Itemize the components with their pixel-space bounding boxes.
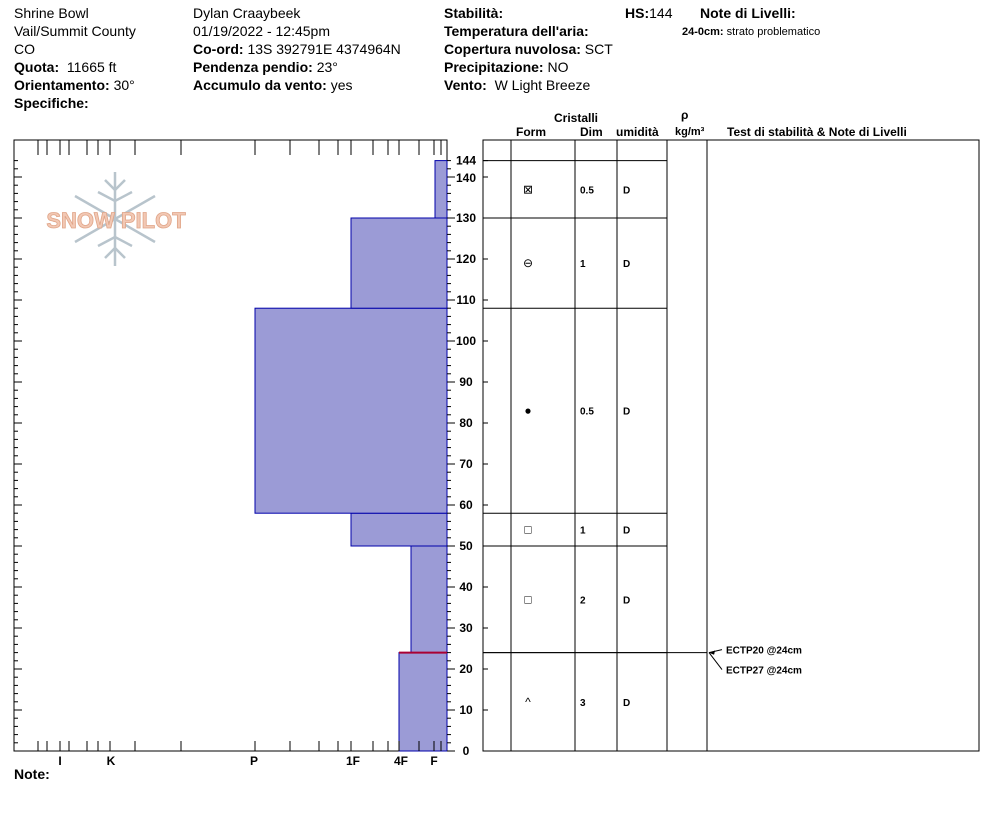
col-form-header: Form [516, 125, 546, 139]
hs-row [625, 4, 672, 22]
wind-loading-value: yes [330, 77, 353, 93]
grain-size: 1 [580, 525, 586, 537]
layer-note-depth: 24-0cm: [682, 26, 724, 38]
height-label-120: 120 [455, 252, 477, 266]
moisture-value: D [623, 406, 631, 418]
hardness-label-I: I [58, 754, 62, 768]
grain-form-icon: □ [524, 522, 532, 537]
notes-row [14, 765, 50, 783]
layer-bar-5 [435, 161, 447, 218]
stability-tests [709, 646, 802, 677]
hardness-label-4F: 4F [393, 754, 409, 768]
region-name: Vail/Summit County [14, 23, 136, 39]
height-label-10: 10 [459, 703, 473, 717]
hardness-label-1F: 1F [345, 754, 361, 768]
wind-loading-label: Accumulo da vento: [193, 77, 327, 93]
aspect-value: 30° [113, 77, 135, 93]
layers-group [255, 161, 447, 751]
specifics-label: Specifiche: [14, 95, 89, 111]
height-label-90: 90 [459, 375, 473, 389]
coord-value: 13S 392791E 4374964N [247, 41, 401, 57]
cloud-label: Copertura nuvolosa: [444, 41, 581, 57]
layer-note-text: strato problematico [726, 26, 821, 38]
height-label-144: 144 [455, 153, 477, 168]
state-name: CO [14, 41, 35, 57]
precip-row [444, 58, 613, 76]
observation-datetime: 01/19/2022 - 12:45pm [193, 23, 330, 39]
wind-row [444, 76, 613, 94]
height-label-110: 110 [456, 293, 476, 307]
precip-value: NO [547, 59, 569, 75]
height-label-30: 30 [459, 621, 473, 635]
table-frame [483, 140, 979, 751]
col-rho-header: ρ [681, 108, 689, 122]
arrow-icon [709, 651, 715, 655]
col-crystals-header: Cristalli [554, 111, 599, 125]
height-label-0: 0 [462, 744, 470, 758]
observer-name: Dylan Craaybeek [193, 5, 301, 21]
aspect-label: Orientamento: [14, 77, 110, 93]
specifics-row [14, 94, 136, 112]
header-weather-info [444, 4, 613, 94]
coord-label: Co-ord: [193, 41, 244, 57]
moisture-value: D [623, 185, 631, 197]
crystal-table [483, 108, 979, 751]
hardness-label-K: K [106, 754, 116, 768]
height-label-50: 50 [459, 539, 473, 553]
header-site-info [14, 4, 136, 112]
grain-size: 2 [580, 595, 586, 607]
height-axis [14, 154, 488, 758]
height-label-130: 130 [455, 211, 477, 225]
air-temp-label: Temperatura dell'aria: [444, 23, 589, 39]
height-label-100: 100 [455, 334, 477, 348]
layer-bar-4 [351, 218, 447, 308]
grain-size: 0.5 [580, 406, 594, 418]
location-name: Shrine Bowl [14, 5, 89, 21]
height-label-140: 140 [455, 171, 477, 185]
elevation-row [14, 58, 136, 76]
col-moisture-header: umidità [616, 125, 659, 139]
col-density-header: kg/m³ [675, 126, 705, 138]
stability-row [444, 4, 613, 22]
precip-label: Precipitazione: [444, 59, 544, 75]
height-label-60: 60 [459, 498, 473, 512]
crystal-table-rows [483, 161, 707, 709]
moisture-value: D [623, 525, 631, 537]
grain-size: 3 [580, 697, 586, 709]
moisture-value: D [623, 595, 631, 607]
stability-test-label: ECTP20 @24cm [726, 645, 802, 657]
grain-form-icon: ● [524, 403, 532, 418]
wind-value: W Light Breeze [494, 77, 591, 93]
elevation-label: Quota: [14, 59, 60, 75]
layer-notes-label: Note di Livelli: [700, 5, 796, 21]
snowpilot-logo [46, 172, 186, 266]
stability-test-label: ECTP27 @24cm [726, 665, 802, 677]
col-dim-header: Dim [580, 125, 603, 139]
air-temp-row [444, 22, 613, 40]
grain-form-icon: □ [524, 592, 532, 607]
height-label-40: 40 [459, 580, 473, 594]
arrow-icon [709, 651, 715, 655]
header-observation-info [193, 4, 401, 94]
slope-label: Pendenza pendio: [193, 59, 313, 75]
hardness-label-F: F [430, 754, 438, 768]
wind-loading-row [193, 76, 401, 94]
slope-row [193, 58, 401, 76]
hardness-plot-frame [14, 140, 447, 751]
wind-label: Vento: [444, 77, 487, 93]
grain-form-icon: ^ [525, 694, 531, 709]
cloud-row [444, 40, 613, 58]
hardness-label-P: P [249, 754, 259, 768]
layer-notes-title [700, 4, 796, 22]
layer-bar-2 [351, 513, 447, 546]
hardness-plot [14, 140, 447, 751]
hs-label: HS: [625, 5, 650, 21]
height-label-70: 70 [459, 457, 473, 471]
layer-bar-3 [255, 308, 447, 513]
test-leader-line [709, 653, 722, 670]
slope-value: 23° [316, 59, 338, 75]
grain-size: 1 [580, 259, 586, 271]
layer-note-row [682, 23, 820, 41]
hardness-ticks [38, 140, 441, 768]
cloud-value: SCT [584, 41, 613, 57]
snowflake-icon [75, 172, 155, 266]
col-stability-header: Test di stabilità & Note di Livelli [727, 125, 907, 139]
hs-value: 144 [649, 5, 673, 21]
stability-label: Stabilità: [444, 5, 504, 21]
moisture-value: D [623, 697, 631, 709]
notes-label: Note: [14, 766, 50, 782]
layer-bar-1 [411, 546, 447, 653]
height-label-20: 20 [459, 662, 473, 676]
height-label-80: 80 [459, 416, 473, 430]
grain-form-icon: ⊖ [522, 256, 534, 271]
moisture-value: D [623, 259, 631, 271]
logo-text: SNOW PILOT [46, 208, 186, 233]
elevation-value: 11665 ft [66, 59, 117, 75]
layer-bar-0 [399, 653, 447, 751]
aspect-row [14, 76, 136, 94]
grain-size: 0.5 [580, 185, 594, 197]
coord-row [193, 40, 401, 58]
grain-form-icon: ⊠ [522, 182, 534, 197]
test-leader-line [709, 650, 722, 653]
